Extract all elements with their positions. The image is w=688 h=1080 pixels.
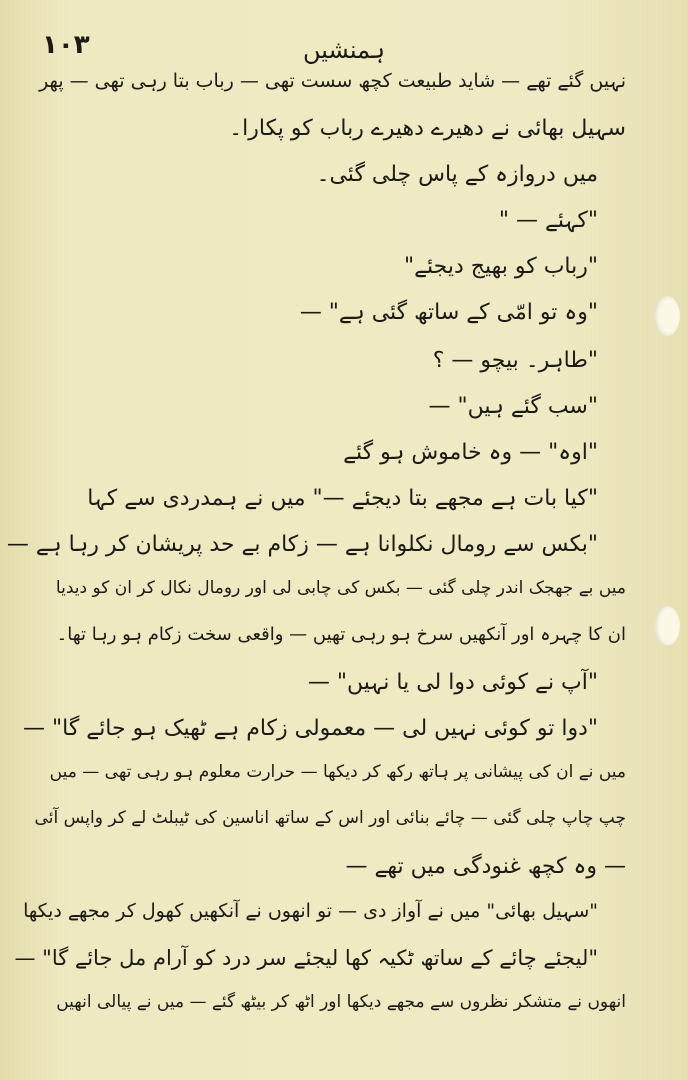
text-line: میں نے ان کی پیشانی پر ہاتھ رکھ کر دیکھا — حرارت معلوم ہو رہی تھی — میں [49, 762, 626, 782]
binding-hole [654, 296, 680, 336]
text-line: سہیل بھائی نے دھیرے دھیرے رباب کو پکارا۔ [229, 116, 626, 141]
text-line: میں بے جھجک اندر چلی گئی — بکس کی چابی لی اور رومال نکال کر ان کو دیدیا [55, 578, 626, 598]
text-line: "رباب کو بھیج دیجئے" [404, 254, 598, 279]
text-line: "اوہ" — وہ خاموش ہو گئے [343, 440, 598, 465]
text-line: انھوں نے متشکر نظروں سے مجھے دیکھا اور اٹھ کر بیٹھ گئے — میں نے پیالی انھیں [56, 992, 626, 1012]
text-line: ان کا چہرہ اور آنکھیں سرخ ہو رہی تھیں — واقعی سخت زکام ہو رہا تھا۔ [56, 624, 626, 645]
text-line: "لیجئے چائے کے ساتھ ٹکیہ کھا لیجئے سر درد کو آرام مل جائے گا" — [14, 946, 598, 970]
text-line: "وہ تو امّی کے ساتھ گئی ہے" — [299, 300, 598, 325]
text-line: — وہ کچھ غنودگی میں تھے — [345, 854, 626, 879]
text-line: "کہئے — " [498, 208, 598, 233]
running-header: ہمنشیں [302, 36, 386, 64]
text-line: چپ چاپ چلی گئی — چائے بنائی اور اس کے ساتھ اناسین کی ٹیبلٹ لے کر واپس آئی [34, 808, 626, 828]
text-line: نہیں گئے تھے — شاید طبیعت کچھ سست تھی — رباب بتا رہی تھی — پھر [39, 70, 626, 92]
binding-hole [654, 606, 680, 646]
text-line: "کیا بات ہے مجھے بتا دیجئے —" میں نے ہمدردی سے کہا [87, 486, 598, 511]
text-line: "دوا تو کوئی نہیں لی — معمولی زکام ہے ٹھیک ہو جائے گا" — [23, 716, 598, 741]
text-line: "سہیل بھائی" میں نے آواز دی — تو انھوں نے آنکھیں کھول کر مجھے دیکھا [23, 900, 598, 922]
text-line: میں دروازہ کے پاس چلی گئی۔ [316, 162, 598, 187]
text-line: "طاہر۔ بیچو — ؟ [432, 348, 598, 373]
text-line: "آپ نے کوئی دوا لی یا نہیں" — [307, 670, 598, 695]
page-number: ۱۰۳ [42, 30, 90, 60]
text-line: "بکس سے رومال نکلوانا ہے — زکام بے حد پریشان کر رہا ہے — [6, 532, 598, 557]
text-line: "سب گئے ہیں" — [428, 394, 598, 419]
